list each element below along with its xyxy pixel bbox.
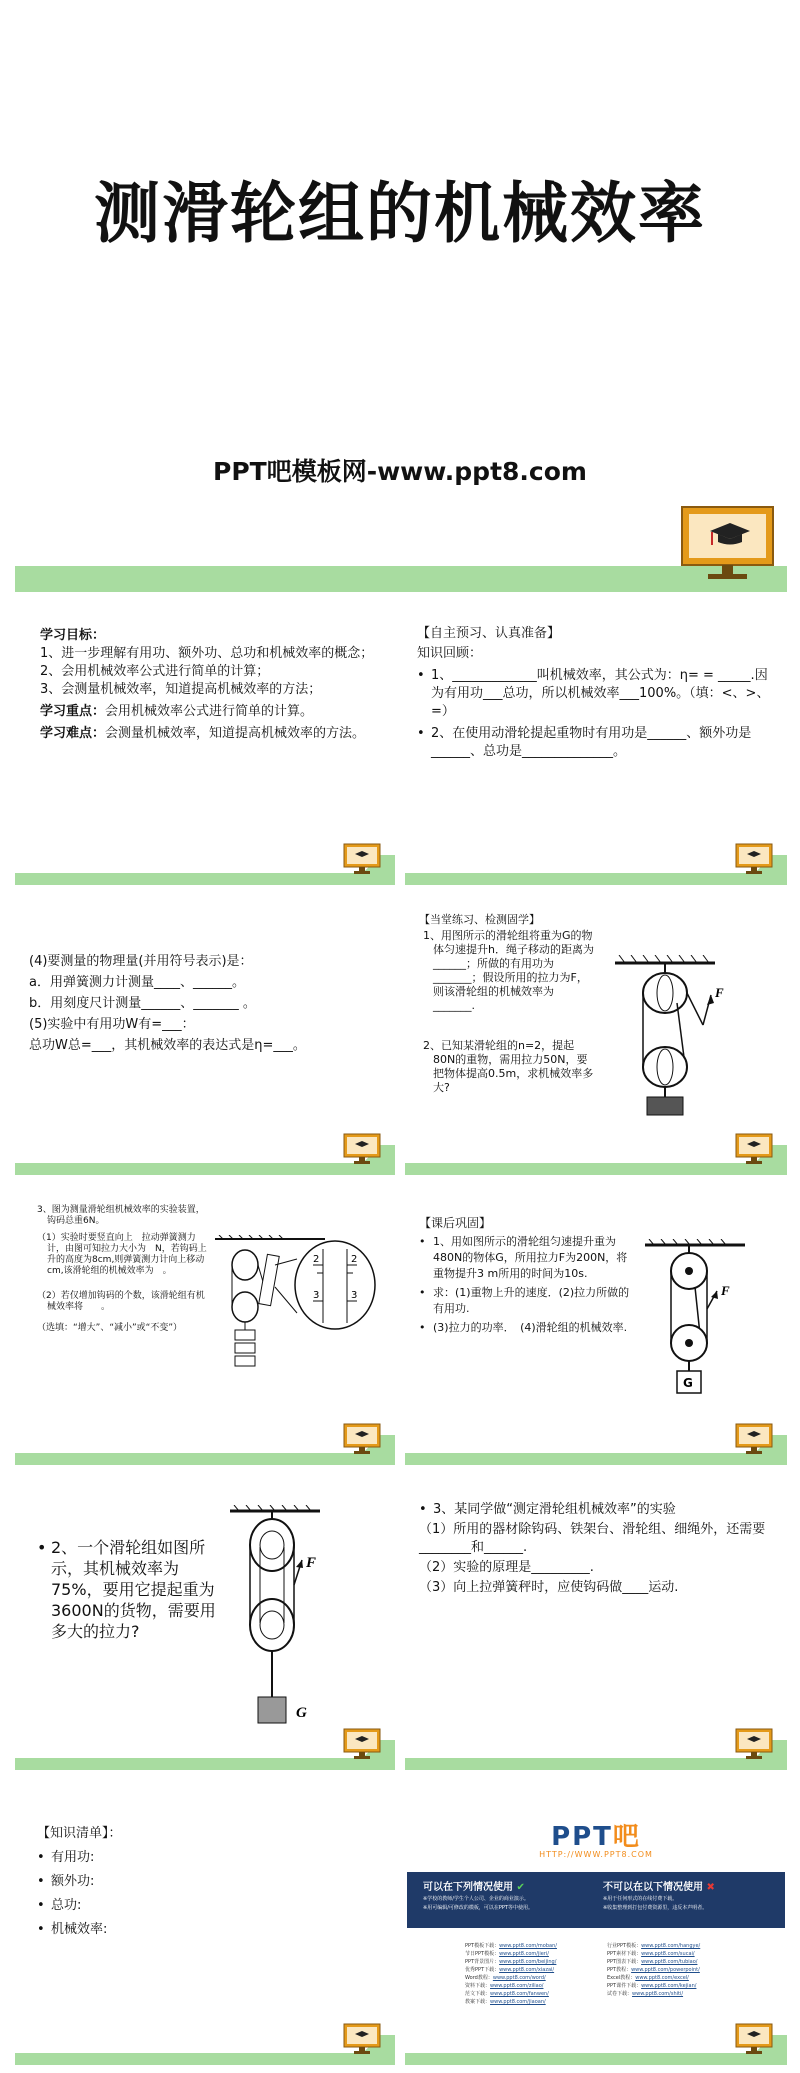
slide-efficiency-problem xyxy=(15,1485,395,1770)
goal-item-3: 3、会测量机械效率，知道提高机械效率的方法； xyxy=(40,682,322,697)
key-point-label: 学习重点： xyxy=(40,704,106,719)
pulley-diagram-3 xyxy=(230,1505,340,1735)
link-url[interactable]: www.ppt8.com/jieri/ xyxy=(499,1951,549,1957)
check-icon: ✔ xyxy=(516,1882,525,1893)
link-label: PPT素材下载： xyxy=(607,1951,642,1957)
goal-item-1: 1、进一步理解有用功、额外功、总功和机械效率的概念； xyxy=(40,646,374,661)
slide-footer-bar xyxy=(405,1163,787,1175)
force-label: F xyxy=(306,1555,317,1571)
consolidation-item-3: • (3)拉力的功率． (4)滑轮组的机械效率. xyxy=(419,1320,634,1336)
brand-logo-ba: 吧 xyxy=(612,1822,641,1852)
link-row xyxy=(465,1998,615,2006)
preview-item-1: • 1、_____________叫机械效率，其公式为：η= = _____.因为有用功___总功，所以机械效率___100%。（填：<、>、=） xyxy=(417,667,777,721)
link-row xyxy=(465,1990,615,1998)
knowledge-item-2: • 额外功: xyxy=(37,1870,377,1894)
preview-heading: 【自主预习、认真准备】 xyxy=(417,626,561,641)
link-url[interactable]: www.ppt8.com/beijing/ xyxy=(499,1959,557,1965)
brand-url: HTTP://WWW.PPT8.COM xyxy=(539,1850,653,1859)
monitor-icon xyxy=(735,1728,773,1760)
link-label: PPT教程： xyxy=(607,1967,632,1973)
preview-item-2: • 2、在使用动滑轮提起重物时有用功是______、额外功是 ______、总功是______________。 xyxy=(417,725,777,761)
pulley-diagram-1 xyxy=(615,955,735,1125)
slide-footer-bar xyxy=(405,2053,787,2065)
link-label: 资料下载： xyxy=(465,1983,491,1989)
link-label: Excel教程： xyxy=(607,1975,636,1981)
slide-consolidation xyxy=(405,1195,787,1465)
monitor-icon xyxy=(343,2023,381,2055)
link-url[interactable]: www.ppt8.com/hangye/ xyxy=(641,1943,701,1949)
can-use-line-2: ※用可编辑/可修改的模板，可以在PPT等中使用。 xyxy=(423,1905,533,1911)
link-label: 行业PPT模板： xyxy=(607,1943,642,1949)
practice-question-1: 1、用图所示的滑轮组将重为G的物体匀速提升h．绳子移动的距离为______；所做的有用功为_______；假设所用的拉力为F，则该滑轮组的机械效率为_______. xyxy=(423,929,594,1012)
link-url[interactable]: www.ppt8.com/powerpoint/ xyxy=(631,1967,700,1973)
slide-footer-bar xyxy=(15,1163,395,1175)
slide-footer-bar xyxy=(405,873,787,885)
force-label: F xyxy=(715,985,724,1000)
goals-heading: 学习目标： xyxy=(40,628,106,643)
consolidation-heading: 【课后巩固】 xyxy=(419,1216,492,1230)
slide-footer-bar xyxy=(405,1453,787,1465)
difficulty-label: 学习难点： xyxy=(40,726,106,741)
experiment2-line-2: （2）实验的原理是_________. xyxy=(419,1560,594,1575)
scale-number-bottom-right: 3 xyxy=(351,1290,358,1301)
weight-label: G xyxy=(683,1376,693,1390)
link-label: PPT课件下载： xyxy=(607,1983,642,1989)
link-row xyxy=(607,1950,757,1958)
goal-item-2: 2、会用机械效率公式进行简单的计算； xyxy=(40,664,270,679)
practice-question-2: 2、已知某滑轮组的n=2，提起80N的重物，需用拉力50N，要把物体提高0.5m，求机械效率多大? xyxy=(423,1039,594,1094)
slide-footer-bar xyxy=(405,1758,787,1770)
link-label: PPT模板下载： xyxy=(465,1943,500,1949)
link-url[interactable]: www.ppt8.com/word/ xyxy=(492,1975,546,1981)
knowledge-item-3: • 总功: xyxy=(37,1894,377,1918)
link-url[interactable]: www.ppt8.com/ziliao/ xyxy=(490,1983,544,1989)
monitor-icon xyxy=(735,1423,773,1455)
scale-number-bottom-left: 3 xyxy=(313,1290,320,1301)
slide-footer-bar xyxy=(15,873,395,885)
link-row xyxy=(607,1966,757,1974)
cover-slide xyxy=(0,0,800,600)
difficulty-text: 会测量机械效率，知道提高机械效率的方法。 xyxy=(105,726,366,741)
spring-scale-diagram xyxy=(215,1235,390,1395)
link-url[interactable]: www.ppt8.com/excel/ xyxy=(635,1975,689,1981)
brand-logo-ppt: PPT xyxy=(551,1822,613,1852)
slide-license xyxy=(405,1790,787,2065)
link-url[interactable]: www.ppt8.com/xiazai/ xyxy=(499,1967,555,1973)
cross-icon: ✖ xyxy=(706,1882,715,1893)
monitor-icon xyxy=(735,843,773,875)
cannot-use-line-1: ※用于任何形式的在线付费下载。 xyxy=(603,1896,678,1902)
link-row xyxy=(465,1982,615,1990)
link-label: PPT背景图片： xyxy=(465,1959,500,1965)
link-row xyxy=(465,1942,615,1950)
experiment-part-2: （2）若仅增加钩码的个数，该滑轮组有机械效率将 。 xyxy=(37,1291,205,1312)
link-row xyxy=(607,1958,757,1966)
link-label: PPT图表下载： xyxy=(607,1959,642,1965)
weight-label: G xyxy=(296,1705,307,1721)
experiment-part-1: （1）实验时要竖直向上 拉动弹簧测力计，由图可知拉力大小为 N，若钩码上升的高度为8cm,则弹簧测力计向上移动 cm,该滑轮组的机械效率为 。 xyxy=(37,1233,223,1276)
cannot-use-title: 不可以在以下情况使用 ✖ xyxy=(603,1882,715,1893)
monitor-icon xyxy=(343,843,381,875)
experiment2-item: • 3、某同学做“测定滑轮组机械效率”的实验 xyxy=(419,1501,779,1519)
link-label: 范文下载： xyxy=(465,1991,491,1997)
link-label: 节日PPT模板： xyxy=(465,1951,500,1957)
link-row xyxy=(465,1958,615,1966)
link-url[interactable]: www.ppt8.com/shiti/ xyxy=(632,1991,684,1997)
can-use-title: 可以在下列情况使用 ✔ xyxy=(423,1882,525,1893)
experiment2-line-1: （1）所用的器材除钩码、铁架台、滑轮组、细绳外，还需要________和______. xyxy=(419,1522,766,1555)
link-url[interactable]: www.ppt8.com/jiaoan/ xyxy=(490,1999,546,2005)
monitor-icon xyxy=(343,1423,381,1455)
experiment2-line-3: （3）向上拉弹簧秤时，应使钩码做____运动. xyxy=(419,1580,679,1595)
slide-goals xyxy=(15,615,395,885)
link-row xyxy=(607,1990,757,1998)
measure-line-1: (4)要测量的物理量(并用符号表示)是： xyxy=(29,954,253,969)
measure-line-4: (5)实验中有用功W有=___： xyxy=(29,1017,195,1032)
links-left xyxy=(465,1942,615,2006)
efficiency-problem-text: • 2、一个滑轮组如图所示，其机械效率为75%，要用它提起重为3600N的货物，需要用多大的拉力? xyxy=(37,1537,222,1642)
slide-experiment-2 xyxy=(405,1485,787,1770)
link-row xyxy=(607,1982,757,1990)
can-use-line-1: ※学校的教师/学生个人公司、企业的商业演示。 xyxy=(423,1896,529,1902)
slide-practice xyxy=(405,905,787,1175)
link-url[interactable]: www.ppt8.com/sucai/ xyxy=(641,1951,695,1957)
force-label: F xyxy=(721,1283,730,1298)
link-label: 教案下载： xyxy=(465,1999,491,2005)
slide-footer-bar xyxy=(15,1453,395,1465)
monitor-icon xyxy=(735,1133,773,1165)
link-label: 试卷下载： xyxy=(607,1991,633,1997)
consolidation-item-2: • 求：(1)重物上升的速度．(2)拉力所做的有用功. xyxy=(419,1285,634,1317)
cover-subtitle: PPT吧模板网-www.ppt8.com xyxy=(213,457,587,486)
slide-measurement xyxy=(15,905,395,1175)
cover-title: 测滑轮组的机械效率 xyxy=(94,175,706,252)
monitor-icon xyxy=(343,1728,381,1760)
knowledge-heading: 【知识清单】： xyxy=(37,1826,122,1841)
link-url[interactable]: www.ppt8.com/kejian/ xyxy=(641,1983,697,1989)
link-url[interactable]: www.ppt8.com/moban/ xyxy=(499,1943,557,1949)
link-row xyxy=(465,1950,615,1958)
slide-knowledge-list xyxy=(15,1790,395,2065)
link-url[interactable]: www.ppt8.com/tubiao/ xyxy=(641,1959,698,1965)
links-right xyxy=(607,1942,757,1998)
cannot-use-line-2: ※收集整理到打包付费资源里，违反本声明者。 xyxy=(603,1905,708,1911)
scale-number-top-left: 2 xyxy=(313,1254,320,1265)
monitor-icon xyxy=(343,1133,381,1165)
scale-number-top-right: 2 xyxy=(351,1254,358,1265)
experiment-question: 3、图为测量滑轮组机械效率的实验装置，钩码总重6N。 xyxy=(37,1205,205,1226)
measure-line-5: 总功W总=___，其机械效率的表达式是η=___。 xyxy=(29,1038,306,1053)
link-row xyxy=(607,1974,757,1982)
consolidation-item-1: • 1、用如图所示的滑轮组匀速提升重为480N的物体G，所用拉力F为200N，将重物提升3 m所用的时间为10s. xyxy=(419,1234,634,1282)
link-label: 优秀PPT下载： xyxy=(465,1967,500,1973)
slide-preview xyxy=(405,615,787,885)
monitor-icon xyxy=(735,2023,773,2055)
knowledge-item-4: • 机械效率: xyxy=(37,1918,377,1942)
measure-line-3: b．用刻度尺计测量______、_______ 。 xyxy=(29,996,256,1011)
slide-footer-bar xyxy=(15,2053,395,2065)
pulley-diagram-2 xyxy=(645,1239,755,1404)
link-url[interactable]: www.ppt8.com/fanwen/ xyxy=(490,1991,549,1997)
link-row xyxy=(465,1974,615,1982)
cover-graduation-monitor-icon xyxy=(680,505,775,583)
link-row xyxy=(607,1942,757,1950)
key-point-text: 会用机械效率公式进行简单的计算。 xyxy=(105,704,314,719)
slide-footer-bar xyxy=(15,1758,395,1770)
license-panel xyxy=(407,1872,785,1928)
cover-green-bar xyxy=(15,566,787,592)
link-row xyxy=(465,1966,615,1974)
preview-subheading: 知识回顾： xyxy=(417,646,483,661)
experiment-part-3: （选填：“增大”、“减小”或“不变”） xyxy=(37,1323,182,1333)
practice-heading: 【当堂练习、检测固学】 xyxy=(419,913,540,926)
knowledge-item-1: • 有用功: xyxy=(37,1846,377,1870)
link-label: Word教程： xyxy=(465,1975,493,1981)
measure-line-2: a．用弹簧测力计测量____、______。 xyxy=(29,975,245,990)
slide-experiment xyxy=(15,1195,395,1465)
